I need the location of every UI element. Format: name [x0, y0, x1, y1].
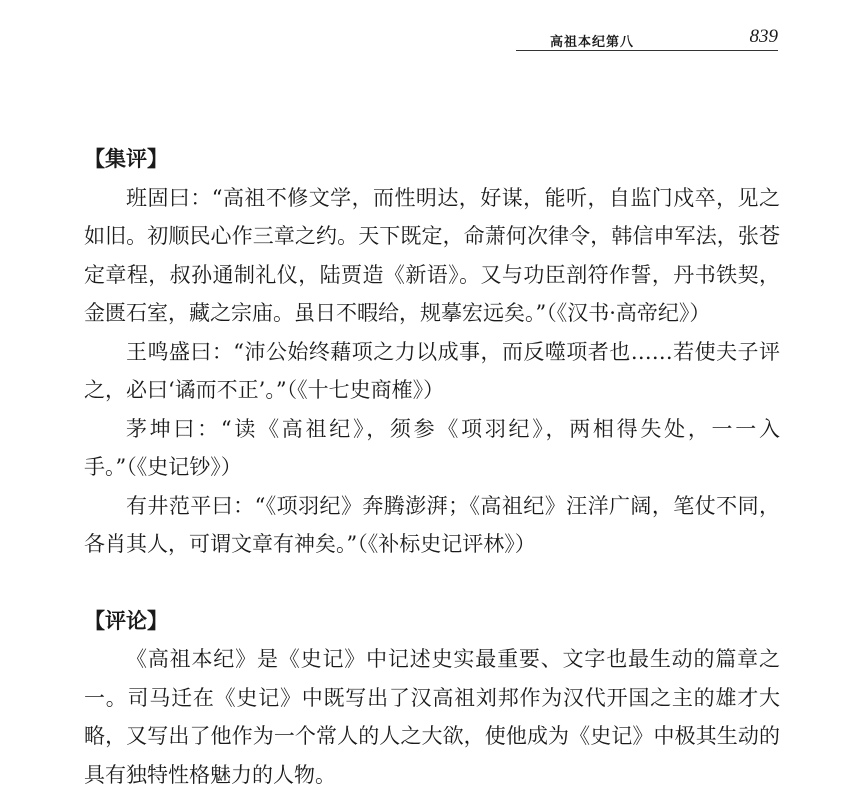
commentary-paragraph-ban-gu: 班固曰：“高祖不修文学，而性明达，好谋，能听，自监门戍卒，见之如旧。初顺民心作三章之约。天下既定，命萧何次律令，韩信申军法，张苍定章程，叔孙通制礼仪，陆贾造《新语》。又与功臣剖符作誓，丹书铁契，金匮石室，藏之宗庙。虽日不暇给，规摹宏远矣。”（《汉书·高帝纪》） — [84, 185, 780, 325]
main-text — [84, 140, 780, 794]
section-spacer — [84, 564, 780, 602]
section-heading-pinglun: 【评论】 — [84, 608, 168, 633]
page-number: 839 — [749, 26, 778, 47]
running-title: 高祖本纪第八 — [550, 35, 635, 50]
commentary-paragraph-wang-mingsheng: 王鸣盛曰：“沛公始终藉项之力以成事，而反噬项者也……若使夫子评之，必曰‘谲而不正’。”（《十七史商榷》） — [84, 339, 780, 402]
commentary-paragraph-mao-kun: 茅坤曰：“读《高祖纪》，须参《项羽纪》，两相得失处，一一入手。”（《史记钞》） — [84, 416, 780, 479]
running-head — [516, 24, 778, 51]
commentary-paragraph-youjing-fanping: 有井范平曰：“《项羽纪》奔腾澎湃；《高祖纪》汪洋广阔，笔仗不同，各肖其人，可谓文章有神矣。”（《补标史记评林》） — [84, 493, 780, 556]
discussion-paragraph: 《高祖本纪》是《史记》中记述史实最重要、文字也最生动的篇章之一。司马迁在《史记》中既写出了汉高祖刘邦作为汉代开国之主的雄才大略，又写出了他作为一个常人的人之大欲，使他成为《史记》中极其生动的具有独特性格魅力的人物。 — [84, 647, 780, 787]
section-heading-jiping: 【集评】 — [84, 147, 168, 171]
